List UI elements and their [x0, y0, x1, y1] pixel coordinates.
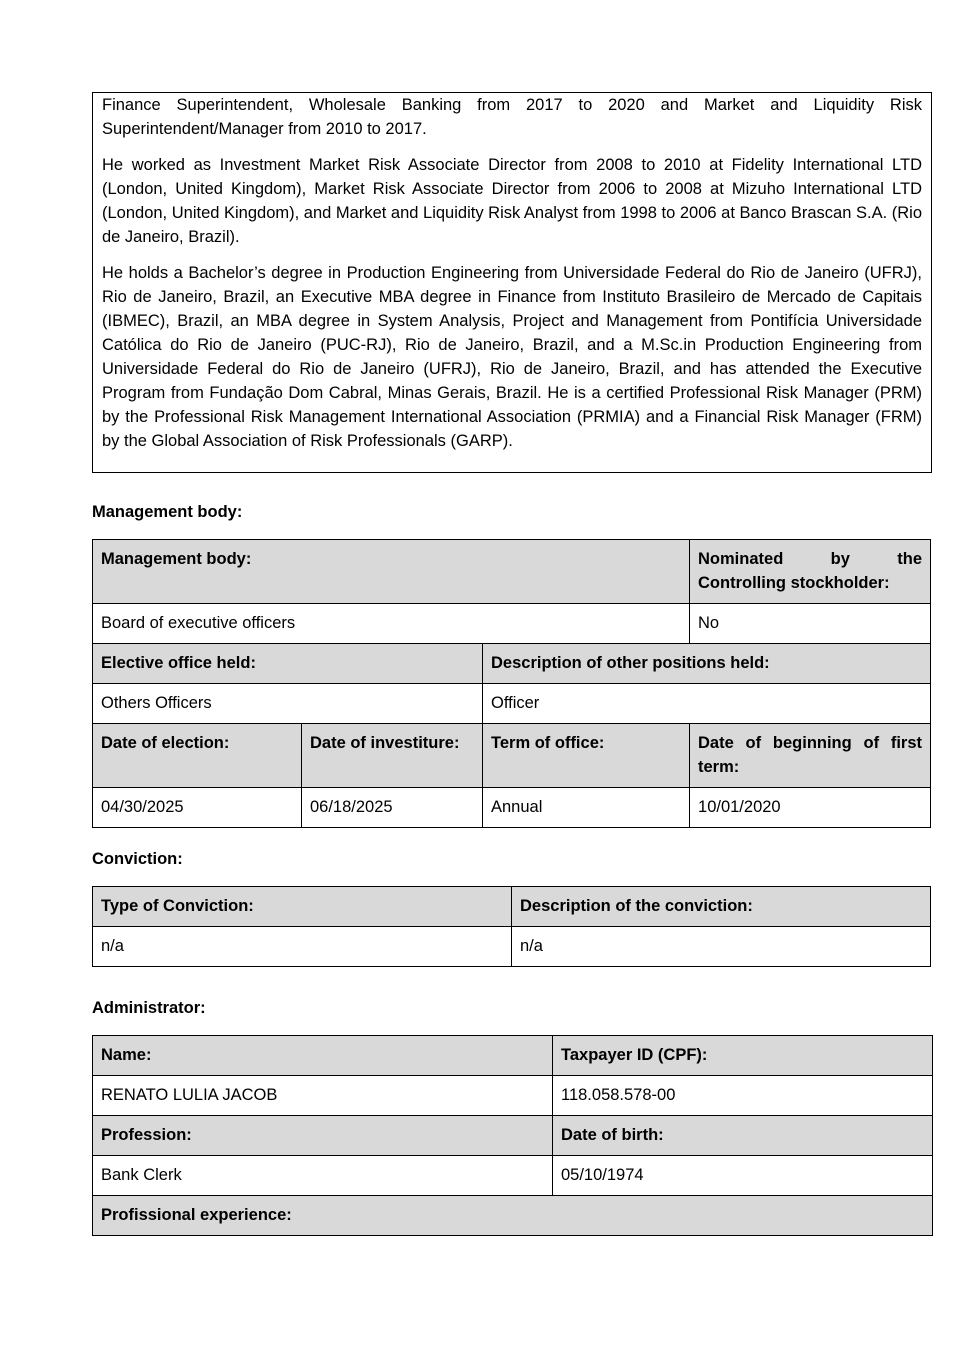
date-of-investiture-value: 06/18/2025 — [302, 788, 483, 828]
name-value: RENATO LULIA JACOB — [93, 1076, 553, 1116]
bio-paragraph: He worked as Investment Market Risk Associate Director from 2008 to 2010 at Fidelity International LTD (London, United Kingdom), Market Risk Associate Director from 2006 to 2008 at Mizuho International LTD (London, United Kingdom), and Market and Liquidity Risk Analyst from 1998 to 2006 at Banco Brascan S.A. (Rio de Janeiro, Brazil). — [102, 156, 922, 246]
table-row — [93, 1036, 933, 1076]
elective-office-label: Elective office held: — [93, 644, 483, 684]
term-of-office-label: Term of office: — [483, 724, 690, 788]
date-of-election-value: 04/30/2025 — [93, 788, 302, 828]
table-row — [93, 684, 931, 724]
date-of-birth-value: 05/10/1974 — [553, 1156, 933, 1196]
management-body-value: Board of executive officers — [93, 604, 690, 644]
bio-paragraph: He holds a Bachelor’s degree in Production Engineering from Universidade Federal do Rio de Janeiro (UFRJ), Rio de Janeiro, Brazil, an Executive MBA degree in Finance from Instituto Brasileiro de Mercado de Capitais (IBMEC), Brazil, an MBA degree in System Analysis, Project and Management from Pontifícia Universidade Católica do Rio de Janeiro (PUC-RJ), Rio de Janeiro, Brazil, and a M.Sc.in Production Engineering from Universidade Federal do Rio de Janeiro (UFRJ), Rio de Janeiro, Brazil, and has attended the Executive Program from Fundação Dom Cabral, Minas Gerais, Brazil. He is a certified Professional Risk Manager (PRM) by the Professional Risk Management International Association (PRMIA) and a Financial Risk Manager (FRM) by the Global Association of Risk Professionals (GARP). — [102, 264, 922, 450]
elective-office-value: Others Officers — [93, 684, 483, 724]
administrator-heading: Administrator: — [92, 999, 206, 1017]
first-term-value: 10/01/2020 — [690, 788, 931, 828]
taxpayer-id-label: Taxpayer ID (CPF): — [553, 1036, 933, 1076]
date-of-birth-label: Date of birth: — [553, 1116, 933, 1156]
conviction-heading: Conviction: — [92, 850, 183, 868]
profession-label: Profession: — [93, 1116, 553, 1156]
table-row — [93, 1116, 933, 1156]
nominated-value: No — [690, 604, 931, 644]
term-of-office-value: Annual — [483, 788, 690, 828]
other-positions-label: Description of other positions held: — [483, 644, 931, 684]
professional-experience-box — [92, 92, 932, 473]
taxpayer-id-value: 118.058.578-00 — [553, 1076, 933, 1116]
management-body-table — [92, 539, 931, 828]
date-of-election-label: Date of election: — [93, 724, 302, 788]
professional-experience-label: Profissional experience: — [93, 1196, 933, 1236]
first-term-label: Date of beginning of first term: — [690, 724, 931, 788]
other-positions-value: Officer — [483, 684, 931, 724]
table-row — [93, 1156, 933, 1196]
table-row — [93, 540, 931, 604]
table-row — [93, 1196, 933, 1236]
management-body-label: Management body: — [93, 540, 690, 604]
table-row — [93, 604, 931, 644]
name-label: Name: — [93, 1036, 553, 1076]
bio-paragraph: Finance Superintendent, Wholesale Banking from 2017 to 2020 and Market and Liquidity Risk Superintendent/Manager from 2010 to 2017. — [102, 96, 922, 138]
table-row — [93, 724, 931, 788]
profession-value: Bank Clerk — [93, 1156, 553, 1196]
table-row — [93, 1076, 933, 1116]
conviction-table — [92, 886, 931, 967]
table-row — [93, 788, 931, 828]
table-row — [93, 927, 931, 967]
conviction-description-value: n/a — [512, 927, 931, 967]
conviction-type-label: Type of Conviction: — [93, 887, 512, 927]
nominated-label: Nominated by the Controlling stockholder: — [690, 540, 931, 604]
table-row — [93, 887, 931, 927]
table-row — [93, 644, 931, 684]
management-body-heading: Management body: — [92, 503, 243, 521]
conviction-description-label: Description of the conviction: — [512, 887, 931, 927]
conviction-type-value: n/a — [93, 927, 512, 967]
administrator-table — [92, 1035, 933, 1236]
date-of-investiture-label: Date of investiture: — [302, 724, 483, 788]
